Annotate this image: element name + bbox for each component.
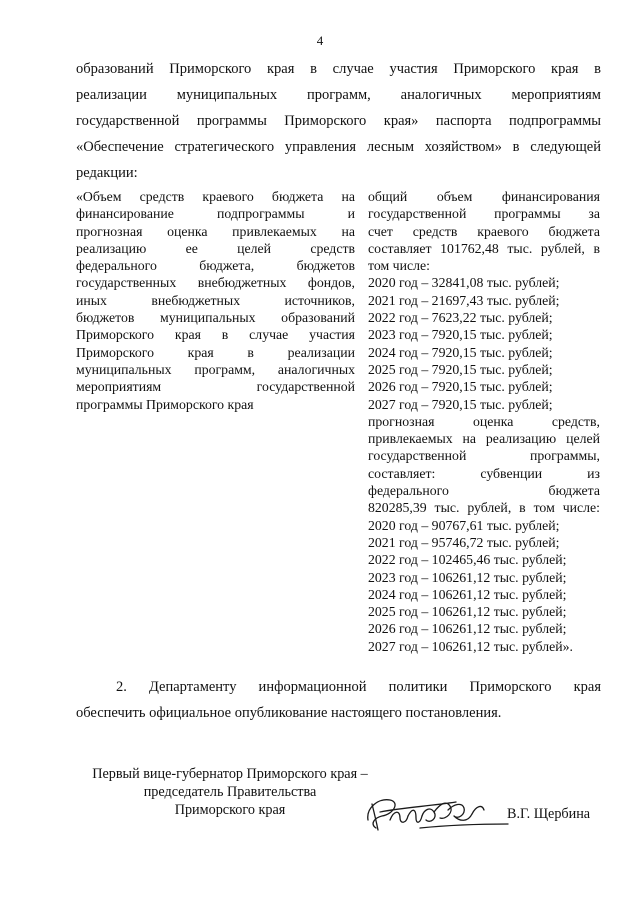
right-cell-line: общий объем финансирования xyxy=(368,189,600,204)
right-cell-line: 2024 год – 106261,12 тыс. рублей; xyxy=(368,586,567,602)
right-cell-line: 2027 год – 106261,12 тыс. рублей». xyxy=(368,638,573,654)
lead-line: «Обеспечение стратегического управления лесным хозяйством» в следующей xyxy=(76,139,601,155)
right-cell-line: 2025 год – 106261,12 тыс. рублей; xyxy=(368,604,567,620)
left-cell-line: Приморского края в реализации xyxy=(76,344,355,360)
left-cell-line: федерального бюджета, бюджетов xyxy=(76,258,355,274)
table-right-column xyxy=(368,188,600,655)
left-cell-line: государственных внебюджетных фондов, xyxy=(76,275,355,291)
right-cell-line: федерального бюджета xyxy=(368,483,600,499)
right-cell-line: 2023 год – 106261,12 тыс. рублей; xyxy=(368,569,567,585)
left-cell-line: Приморского края в случае участия xyxy=(76,327,355,343)
right-cell-line: 2020 год – 90767,61 тыс. рублей; xyxy=(368,517,560,533)
signatory-title-line: председатель Правительства xyxy=(143,784,317,800)
left-cell-line: бюджетов муниципальных образований xyxy=(76,310,355,326)
right-cell-line: привлекаемых на реализацию целей xyxy=(368,431,600,447)
left-cell-line: мероприятиям государственной xyxy=(76,379,355,395)
signatory-title-line: Первый вице-губернатор Приморского края – xyxy=(92,766,368,782)
right-cell-line: 2026 год – 106261,12 тыс. рублей; xyxy=(368,621,567,637)
page-number: 4 xyxy=(316,33,324,48)
lead-line: реализации муниципальных программ, аналогичных мероприятиям xyxy=(76,87,601,103)
signatory-title xyxy=(80,765,380,819)
left-cell-line: муниципальных программ, аналогичных xyxy=(76,361,355,377)
left-cell-line: программы Приморского края xyxy=(76,396,254,412)
left-cell-line: финансирование подпрограммы и xyxy=(76,206,355,222)
paragraph-2-line-1: 2. Департаменту информационной политики Приморского края xyxy=(116,679,601,695)
right-cell-line: том числе: xyxy=(368,258,430,274)
right-cell-line: 2025 год – 7920,15 тыс. рублей; xyxy=(368,361,553,377)
right-cell-line: составляет: субвенции из xyxy=(368,465,600,481)
signatory-name: В.Г. Щербина xyxy=(507,806,591,822)
right-cell-line: 2022 год – 102465,46 тыс. рублей; xyxy=(368,552,567,568)
left-cell-line: реализацию ее целей средств xyxy=(76,240,355,256)
right-cell-line: 2027 год – 7920,15 тыс. рублей; xyxy=(368,396,553,412)
paragraph-2-line-2: обеспечить официальное опубликование настоящего постановления. xyxy=(76,705,502,721)
left-cell-line: «Объем средств краевого бюджета на xyxy=(76,189,355,204)
lead-line: образований Приморского края в случае участия Приморского края в xyxy=(76,61,601,77)
right-cell-line: прогнозная оценка средств, xyxy=(368,413,600,429)
right-cell-line: 2022 год – 7623,22 тыс. рублей; xyxy=(368,310,553,326)
right-cell-line: государственной программы, xyxy=(368,448,600,464)
lead-line: государственной программы Приморского края» паспорта подпрограммы xyxy=(76,113,601,129)
lead-line: редакции: xyxy=(76,165,138,181)
right-cell-line: государственной программы за xyxy=(368,206,600,222)
table-left-column xyxy=(76,188,355,413)
right-cell-line: 2024 год – 7920,15 тыс. рублей; xyxy=(368,344,553,360)
lead-paragraph xyxy=(76,56,601,186)
right-cell-line: 820285,39 тыс. рублей, в том числе: xyxy=(368,500,600,516)
right-cell-line: 2026 год – 7920,15 тыс. рублей; xyxy=(368,379,553,395)
paragraph-2 xyxy=(76,674,601,726)
left-cell-line: иных внебюджетных источников, xyxy=(76,292,355,308)
right-cell-line: счет средств краевого бюджета xyxy=(368,223,600,239)
right-cell-line: 2021 год – 95746,72 тыс. рублей; xyxy=(368,534,560,550)
handwritten-signature xyxy=(360,790,510,840)
right-cell-line: составляет 101762,48 тыс. рублей, в xyxy=(368,240,600,256)
left-cell-line: прогнозная оценка привлекаемых на xyxy=(76,223,355,239)
right-cell-line: 2020 год – 32841,08 тыс. рублей; xyxy=(368,275,560,291)
right-cell-line: 2023 год – 7920,15 тыс. рублей; xyxy=(368,327,553,343)
right-cell-line: 2021 год – 21697,43 тыс. рублей; xyxy=(368,292,560,308)
signatory-title-line: Приморского края xyxy=(174,802,286,818)
